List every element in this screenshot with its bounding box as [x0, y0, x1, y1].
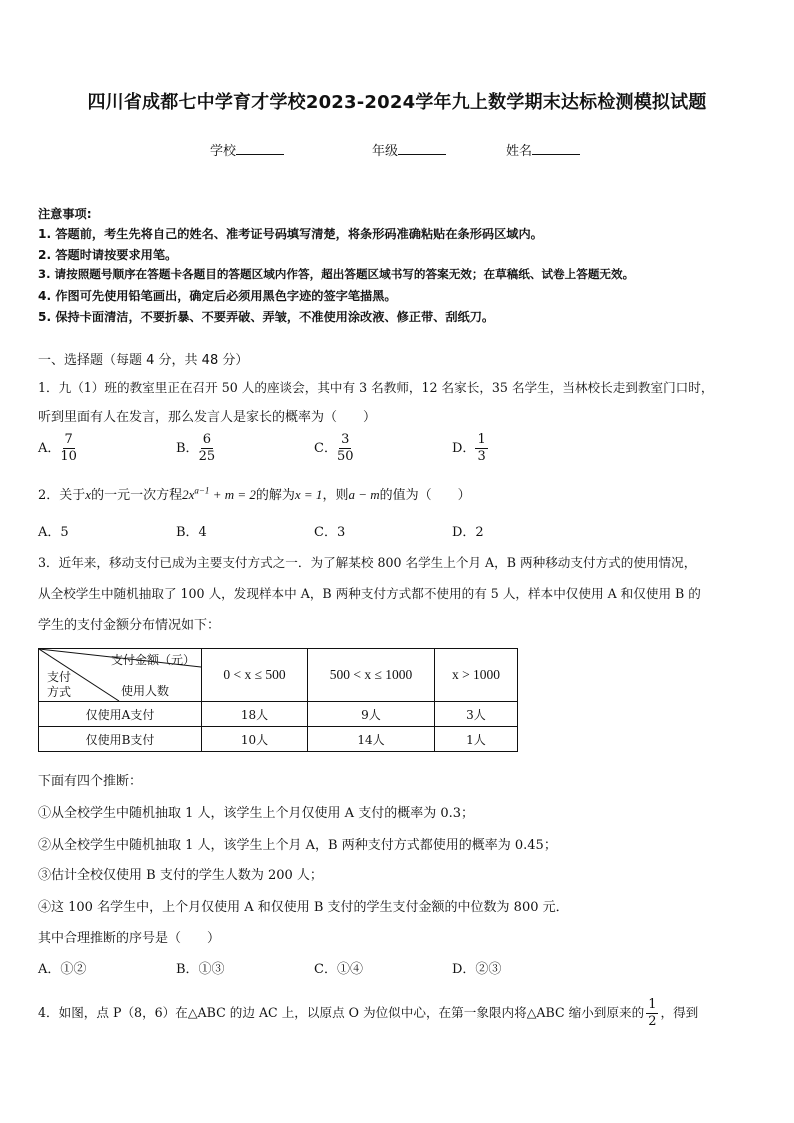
- q1-line: 听到里面有人在发言，那么发言人是家长的概率为（ ）: [38, 410, 377, 425]
- table-cell: 9人: [308, 702, 435, 727]
- q3-option-d[interactable]: D．②③: [452, 962, 502, 977]
- table-cell: 1人: [435, 727, 518, 752]
- q3-option-a[interactable]: A．①②: [38, 962, 87, 977]
- q1-option-d[interactable]: D． $\frac{1}{3}$: [452, 432, 486, 464]
- grade-label: 年级: [372, 144, 399, 159]
- q3-line: 3．近年来，移动支付已成为主要支付方式之一．为了解某校 800 名学生上个月 A，B 两种移动支付方式的使用情况，: [38, 555, 697, 570]
- q3-claim: ②从全校学生中随机抽取 1 人，该学生上个月 A，B 两种支付方式都使用的概率为 0.45；: [38, 838, 557, 853]
- name-label: 姓名: [506, 144, 533, 159]
- q3-claim: ④这 100 名学生中，上个月仅使用 A 和仅使用 B 支付的学生支付金额的中位数为 800 元．: [38, 900, 569, 915]
- section-heading: 一、选择题（每题 4 分，共 48 分）: [38, 353, 249, 368]
- table-row: [39, 727, 518, 752]
- q3-intro: 下面有四个推断：: [38, 774, 143, 789]
- q1-option-a[interactable]: A． $\frac{7}{10}$: [38, 432, 77, 464]
- page-title: 四川省成都七中学育才学校2023-2024学年九上数学期末达标检测模拟试题: [87, 92, 707, 113]
- notes-heading: 注意事项:: [38, 207, 92, 221]
- q1-line: 1．九（1）班的教室里正在召开 50 人的座谈会，其中有 3 名教师，12 名家长，35 名学生，当林校长走到教室门口时，: [38, 380, 714, 395]
- corner-left-label: 支付: [47, 670, 72, 684]
- table-row-label: 仅使用B支付: [39, 727, 202, 752]
- grade-blank[interactable]: [398, 142, 446, 155]
- q2-option-c[interactable]: C．3: [314, 525, 346, 540]
- q1-option-b[interactable]: B． $\frac{6}{25}$: [176, 432, 216, 464]
- table-row-label: 仅使用A支付: [39, 702, 202, 727]
- q2-option-a[interactable]: A．5: [38, 525, 69, 540]
- corner-bottom-label: 使用人数: [121, 684, 170, 698]
- table-cell: 18人: [202, 702, 308, 727]
- table-header-row: [39, 649, 518, 702]
- school-blank[interactable]: [236, 142, 284, 155]
- corner-left-label: 方式: [47, 685, 72, 699]
- q3-question: 其中合理推断的序号是（ ）: [38, 931, 221, 946]
- corner-top-label: 支付金额（元）: [111, 653, 196, 667]
- q3-claim: ③估计全校仅使用 B 支付的学生人数为 200 人；: [38, 868, 323, 883]
- school-field: [210, 140, 284, 159]
- table-cell: 3人: [435, 702, 518, 727]
- school-label: 学校: [210, 144, 237, 159]
- table-cell: 14人: [308, 727, 435, 752]
- table-col-header: 500 < x ≤ 1000: [308, 649, 435, 702]
- note-item: 2. 答题时请按要求用笔。: [38, 248, 178, 262]
- q4-stem: 4．如图，点 P（8，6）在△ABC 的边 AC 上，以原点 O 为位似中心，在第一象限内将△ABC 缩小到原来的 $\frac{1}{2}$ ，得到: [38, 997, 699, 1029]
- payment-table: [38, 648, 518, 752]
- note-item: 3. 请按照题号顺序在答题卡各题目的答题区域内作答，超出答题区域书写的答案无效；在草稿纸、试卷上答题无效。: [38, 267, 635, 281]
- note-item: 5. 保持卡面清洁，不要折暴、不要弄破、弄皱，不准使用涂改液、修正带、刮纸刀。: [38, 310, 495, 324]
- name-field: [506, 140, 580, 159]
- q2-option-d[interactable]: D．2: [452, 525, 484, 540]
- q2-option-b[interactable]: B．4: [176, 525, 207, 540]
- name-blank[interactable]: [532, 142, 580, 155]
- q3-line: 学生的支付金额分布情况如下：: [38, 618, 221, 633]
- table-col-header: x > 1000: [435, 649, 518, 702]
- q1-option-c[interactable]: C． $\frac{3}{50}$: [314, 432, 354, 464]
- table-col-header: 0 < x ≤ 500: [202, 649, 308, 702]
- note-item: 4. 作图可先使用铅笔画出，确定后必须用黑色字迹的签字笔描黑。: [38, 289, 397, 303]
- table-cell: 10人: [202, 727, 308, 752]
- q3-claim: ①从全校学生中随机抽取 1 人，该学生上个月仅使用 A 支付的概率为 0.3；: [38, 806, 474, 821]
- q3-option-c[interactable]: C．①④: [314, 962, 363, 977]
- grade-field: [372, 140, 446, 159]
- q3-line: 从全校学生中随机抽取了 100 人，发现样本中 A，B 两种支付方式都不使用的有 5 人，样本中仅使用 A 和仅使用 B 的: [38, 586, 701, 601]
- q2-stem: 2．关于x的一元一次方程$2x^{a-1} + m = 2$的解为x = 1，则a − m的值为（ ）: [38, 485, 471, 503]
- q3-option-b[interactable]: B．①③: [176, 962, 225, 977]
- note-item: 1. 答题前，考生先将自己的姓名、准考证号码填写清楚，将条形码准确粘贴在条形码区域内。: [38, 227, 543, 241]
- table-row: [39, 702, 518, 727]
- table-corner-cell: [39, 649, 202, 702]
